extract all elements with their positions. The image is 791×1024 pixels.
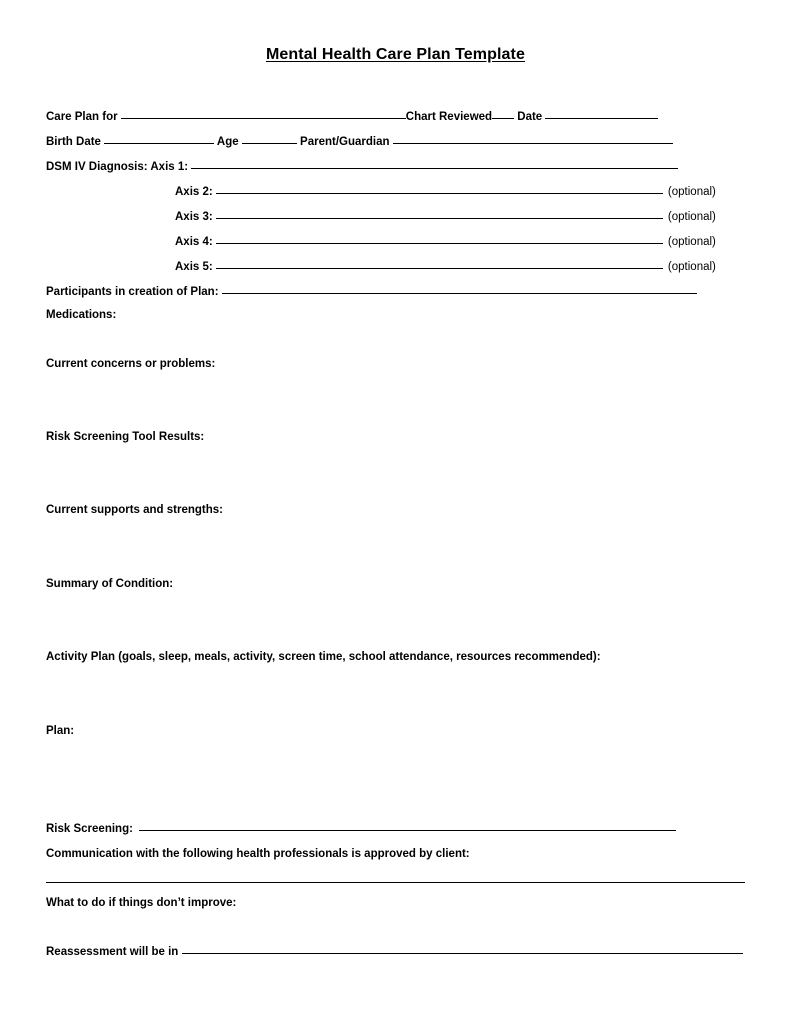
- birth-date-row: [46, 135, 673, 149]
- birth-date-field[interactable]: [104, 143, 214, 144]
- chart-reviewed-label: Chart Reviewed: [405, 111, 493, 123]
- dsm-axis-5-optional: (optional): [667, 261, 716, 273]
- section-activity-plan: [46, 650, 601, 664]
- section-what-to-do: [46, 896, 236, 910]
- communication-statement-label: Communication with the following health professionals is approved by client:: [46, 848, 470, 860]
- participants-label: Participants in creation of Plan:: [46, 286, 222, 298]
- section-current-supports: [46, 503, 223, 517]
- section-risk-screening-tool-results-label: Risk Screening Tool Results:: [46, 431, 205, 443]
- section-plan-label: Plan:: [46, 725, 75, 737]
- age-label: Age: [214, 136, 242, 148]
- dsm-axis-2-row: [175, 185, 716, 199]
- dsm-axis-2-label: Axis 2:: [175, 186, 216, 198]
- section-risk-screening-tool-results: [46, 430, 204, 444]
- dsm-axis-2-optional: (optional): [667, 186, 716, 198]
- birth-date-label: Birth Date: [46, 136, 105, 148]
- section-summary-of-condition: [46, 577, 173, 591]
- dsm-axis-5-field[interactable]: [216, 268, 663, 269]
- care-plan-for-row: [46, 110, 658, 124]
- dsm-axis-4-field[interactable]: [216, 243, 663, 244]
- care-plan-for-field[interactable]: [121, 118, 406, 119]
- section-medications: [46, 308, 116, 322]
- care-plan-for-label: Care Plan for: [46, 111, 121, 123]
- participants-field[interactable]: [222, 293, 697, 294]
- date-field[interactable]: [545, 118, 658, 119]
- dsm-axis-1-row: [46, 160, 678, 174]
- risk-screening-row: [46, 822, 676, 836]
- risk-screening-label: Risk Screening:: [46, 823, 140, 835]
- participants-row: [46, 285, 697, 299]
- page-title: [0, 46, 791, 64]
- dsm-axis-1-field[interactable]: [191, 168, 678, 169]
- dsm-axis-4-label: Axis 4:: [175, 236, 216, 248]
- section-summary-of-condition-label: Summary of Condition:: [46, 578, 174, 590]
- chart-reviewed-field[interactable]: [492, 118, 514, 119]
- dsm-axis-1-label: DSM IV Diagnosis: Axis 1:: [46, 161, 192, 173]
- date-label: Date: [514, 111, 546, 123]
- dsm-axis-5-row: [175, 260, 716, 274]
- section-medications-label: Medications:: [46, 309, 117, 321]
- section-current-concerns-label: Current concerns or problems:: [46, 358, 216, 370]
- reassessment-label: Reassessment will be in: [46, 946, 182, 958]
- parent-guardian-label: Parent/Guardian: [296, 136, 393, 148]
- dsm-axis-3-field[interactable]: [216, 218, 663, 219]
- dsm-axis-4-optional: (optional): [667, 236, 716, 248]
- dsm-axis-3-optional: (optional): [667, 211, 716, 223]
- age-field[interactable]: [242, 143, 297, 144]
- section-plan: [46, 724, 74, 738]
- parent-guardian-field[interactable]: [393, 143, 673, 144]
- section-current-concerns: [46, 357, 215, 371]
- section-activity-plan-label: Activity Plan (goals, sleep, meals, activity, screen time, school attendance, resources recommended):: [46, 651, 601, 663]
- dsm-axis-2-field[interactable]: [216, 193, 663, 194]
- dsm-axis-5-label: Axis 5:: [175, 261, 216, 273]
- reassessment-row: [46, 945, 743, 959]
- risk-screening-field[interactable]: [139, 830, 676, 831]
- communication-field[interactable]: [46, 882, 745, 883]
- reassessment-field[interactable]: [182, 953, 743, 954]
- dsm-axis-3-label: Axis 3:: [175, 211, 216, 223]
- dsm-axis-3-row: [175, 210, 716, 224]
- section-what-to-do-label: What to do if things don’t improve:: [46, 897, 237, 909]
- dsm-axis-4-row: [175, 235, 716, 249]
- page-title-text: Mental Health Care Plan Template: [266, 46, 525, 63]
- communication-statement: [46, 847, 470, 861]
- section-current-supports-label: Current supports and strengths:: [46, 504, 223, 516]
